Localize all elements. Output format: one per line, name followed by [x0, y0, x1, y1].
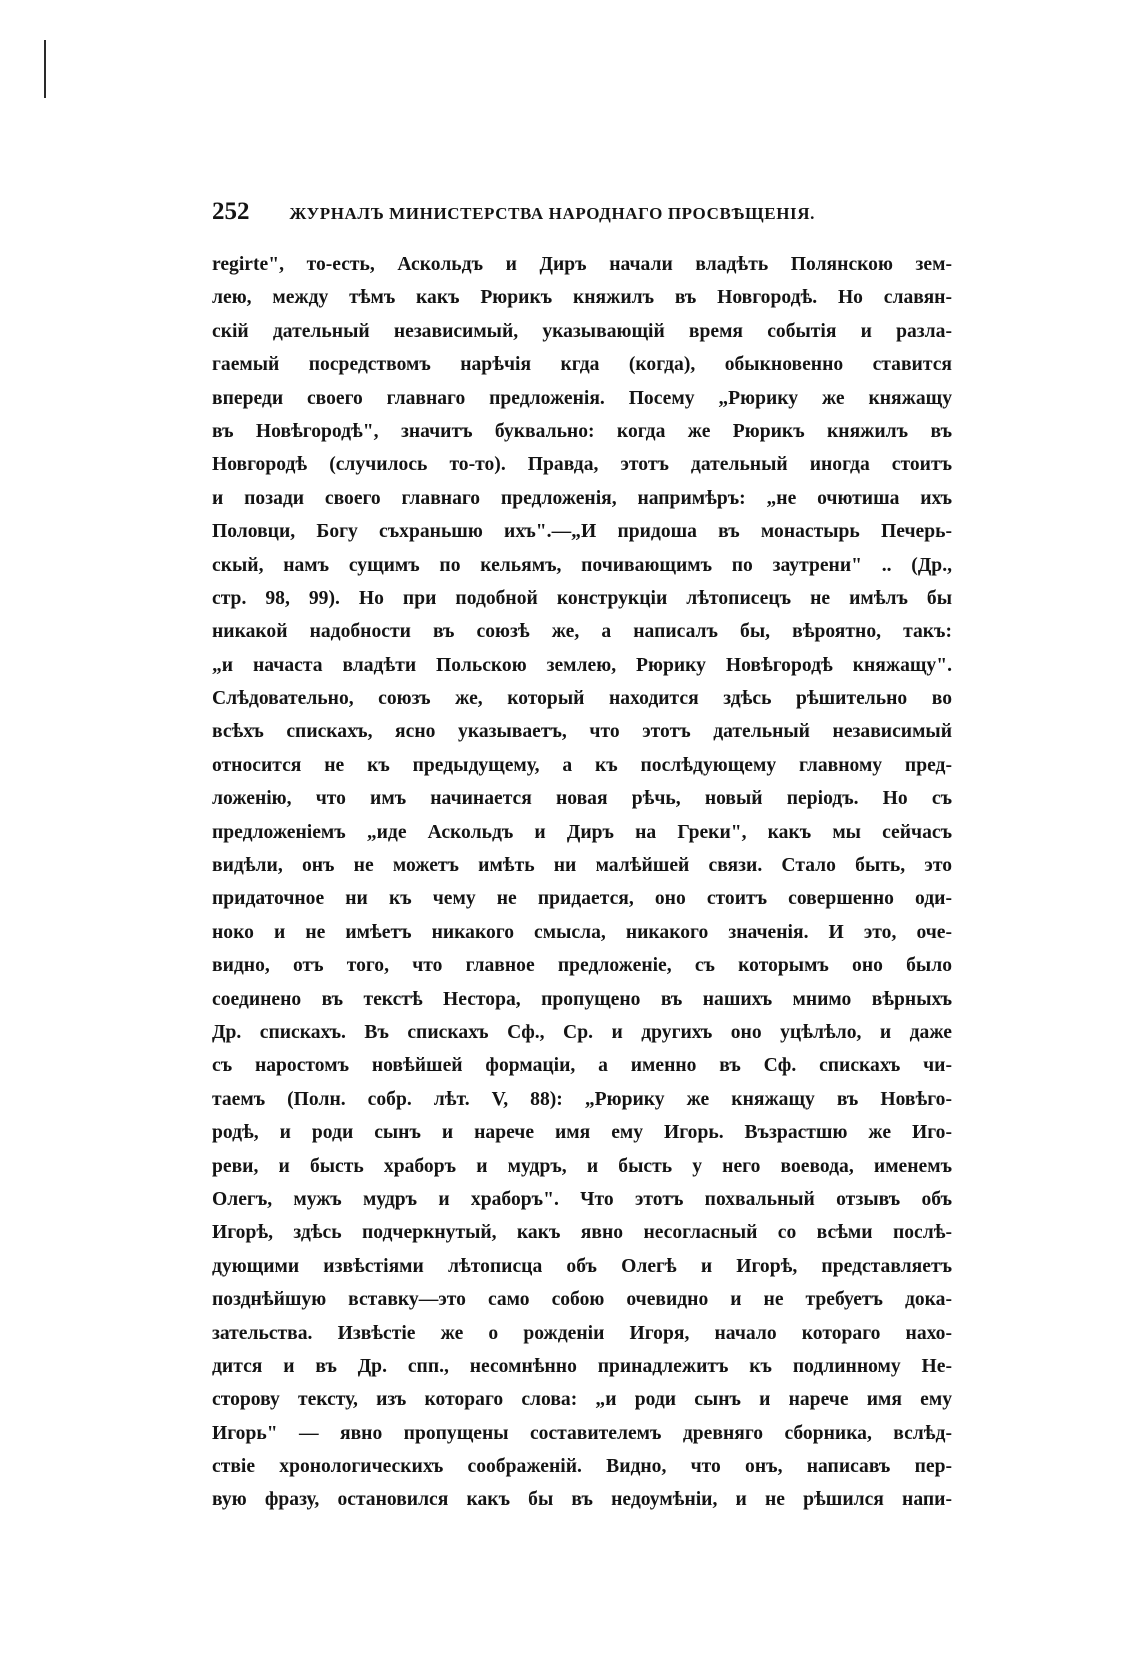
text-line: дится и въ Др. спп., несомнѣнно принадлежитъ къ подлинному Не- — [212, 1355, 952, 1377]
text-line: regirte", то-есть, Аскольдъ и Диръ начали владѣть Полянскою зем- — [212, 254, 952, 275]
text-line: и позади своего главнаго предложенія, напримѣръ: „не очютиша ихъ — [212, 487, 952, 509]
text-line: впереди своего главнаго предложенія. Посему „Рюрику же княжащу — [212, 387, 952, 409]
text-line: Олегъ, мужъ мудръ и храборъ". Что этотъ похвальный отзывъ объ — [212, 1188, 952, 1210]
text-line: Игорь" — явно пропущены составителемъ древняго сборника, вслѣд- — [212, 1422, 952, 1444]
text-line: видно, отъ того, что главное предложеніе, съ которымъ оно было — [212, 955, 952, 977]
text-line: Новгородѣ (случилось то-то). Правда, этотъ дательный иногда стоитъ — [212, 454, 952, 476]
scan-margin-mark — [44, 40, 46, 98]
text-line: ствіе хронологическихъ соображеній. Видно, что онъ, написавъ пер- — [212, 1456, 952, 1478]
text-line: Слѣдовательно, союзъ же, который находится здѣсь рѣшительно во — [212, 688, 952, 710]
text-line: позднѣйшую вставку—это само собою очевидно и не требуетъ дока- — [212, 1289, 952, 1311]
text-line: Др. спискахъ. Въ спискахъ Сф., Ср. и другихъ оно уцѣлѣло, и даже — [212, 1021, 952, 1043]
text-line: предложеніемъ „иде Аскольдъ и Диръ на Греки", какъ мы сейчасъ — [212, 821, 952, 843]
body-text — [212, 248, 952, 1517]
text-line: „и начаста владѣти Польскою землею, Рюрику Новѣгородѣ княжащу". — [212, 654, 952, 676]
text-line: Игорѣ, здѣсь подчеркнутый, какъ явно несогласный со всѣми послѣ- — [212, 1222, 952, 1244]
text-line: лею, между тѣмъ какъ Рюрикъ княжилъ въ Новгородѣ. Но славян- — [212, 287, 952, 309]
text-line: съ наростомъ новѣйшей формаціи, а именно въ Сф. спискахъ чи- — [212, 1055, 952, 1077]
text-line: реви, и бысть храборъ и мудръ, и бысть у него воевода, именемъ — [212, 1155, 952, 1177]
text-line: соединено въ текстѣ Нестора, пропущено въ нашихъ мнимо вѣрныхъ — [212, 988, 952, 1010]
text-line: ложенію, что имъ начинается новая рѣчь, новый періодъ. Но съ — [212, 788, 952, 810]
text-line: скій дательный независимый, указывающій время событія и разла- — [212, 320, 952, 342]
text-line: гаемый посредствомъ нарѣчія кгда (когда), обыкновенно ставится — [212, 354, 952, 376]
text-line: видѣли, онъ не можетъ имѣть ни малѣйшей связи. Стало быть, это — [212, 855, 952, 877]
text-line: зательства. Извѣстіе же о рожденіи Игоря, начало котораго нахо- — [212, 1322, 952, 1344]
text-line: родѣ, и роди сынъ и нарече имя ему Игорь. Възрастшю же Иго- — [212, 1122, 952, 1144]
journal-title: ЖУРНАЛЪ МИНИСТЕРСТВА НАРОДНАГО ПРОСВѢЩЕНІЯ. — [289, 204, 815, 223]
text-line: сторову тексту, изъ котораго слова: „и роди сынъ и нарече имя ему — [212, 1389, 952, 1411]
text-line: въ Новѣгородѣ", значитъ буквально: когда же Рюрикъ княжилъ въ — [212, 420, 952, 442]
running-head — [212, 198, 952, 234]
text-line: всѣхъ спискахъ, ясно указываетъ, что этотъ дательный независимый — [212, 721, 952, 743]
text-line: вую фразу, остановился какъ бы въ недоумѣніи, и не рѣшился напи- — [212, 1489, 952, 1511]
text-line: относится не къ предыдущему, а къ послѣдующему главному пред- — [212, 754, 952, 776]
text-line: Половци, Богу съхраньшю ихъ".—„И придоша въ монастырь Печерь- — [212, 521, 952, 543]
page-number: 252 — [212, 198, 250, 225]
text-line: ноко и не имѣетъ никакого смысла, никакого значенія. И это, оче- — [212, 921, 952, 943]
text-line: таемъ (Полн. собр. лѣт. V, 88): „Рюрику же княжащу въ Новѣго- — [212, 1088, 952, 1110]
text-line: придаточное ни къ чему не придается, оно стоитъ совершенно оди- — [212, 888, 952, 910]
text-line: стр. 98, 99). Но при подобной конструкціи лѣтописецъ не имѣлъ бы — [212, 587, 952, 609]
text-line: дующими извѣстіями лѣтописца объ Олегѣ и Игорѣ, представляетъ — [212, 1255, 952, 1277]
text-line: скый, намъ сущимъ по кельямъ, почивающимъ по заутрени" .. (Др., — [212, 554, 952, 576]
text-line: никакой надобности въ союзѣ же, а написалъ бы, вѣроятно, такъ: — [212, 621, 952, 643]
